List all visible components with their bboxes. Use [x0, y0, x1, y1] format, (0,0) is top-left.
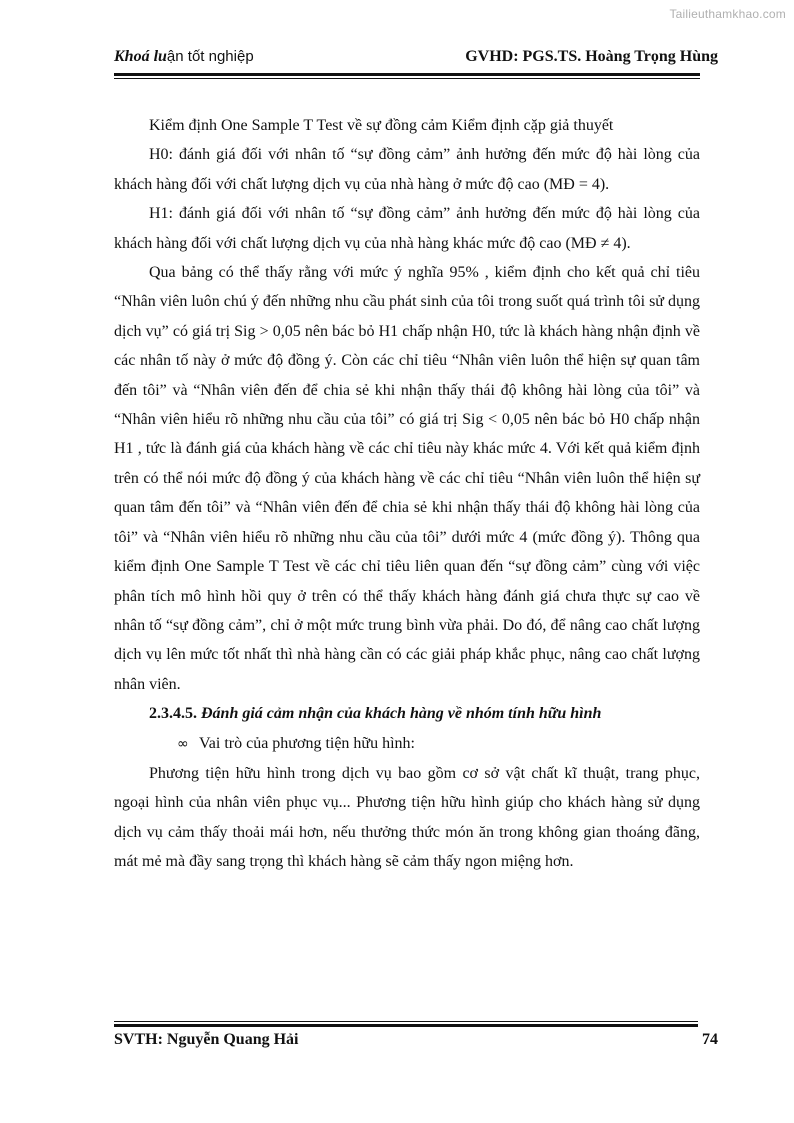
header-thesis-label-part2: ận tốt nghiệp — [166, 48, 254, 65]
page-number: 74 — [702, 1031, 718, 1048]
section-heading-text: Đánh giá cảm nhận của khách hàng về nhóm tính hữu hình — [201, 705, 602, 723]
page-header — [114, 48, 718, 70]
paragraph-tangibles: Phương tiện hữu hình trong dịch vụ bao gồm cơ sở vật chất kĩ thuật, trang phục, ngoại hình của nhân viên phục vụ... Phương tiện hữu hình giúp cho khách hàng sử dụng dịch vụ cảm thấy thoải mái hơn, nếu thưởng thức món ăn trong không gian thoáng đãng, mát mẻ mà đầy sang trọng thì khách hàng sẽ cảm thấy ngon miệng hơn. — [114, 764, 700, 871]
watermark: Tailieuthamkhao.com — [669, 7, 786, 21]
section-heading — [114, 699, 700, 728]
infinity-bullet-icon: ∞ — [177, 735, 189, 752]
header-thesis-label-part1: Khoá lu — [114, 48, 167, 65]
header-rule-thin — [114, 78, 700, 79]
bullet-item-text: Vai trò của phương tiện hữu hình: — [199, 734, 415, 752]
header-thesis-label — [114, 48, 254, 66]
footer-rule-thin — [114, 1021, 698, 1022]
paragraph-h0: H0: đánh giá đối với nhân tố “sự đồng cảm” ảnh hưởng đến mức độ hài lòng của khách hàng đối với chất lượng dịch vụ của nhà hàng ở mức độ cao (MĐ = 4). — [114, 146, 700, 193]
page-footer — [114, 1031, 718, 1053]
paragraph-analysis: Qua bảng có thể thấy rằng với mức ý nghĩa 95% , kiểm định cho kết quả chỉ tiêu “Nhân viên luôn chú ý đến những nhu cầu phát sinh của tôi trong suốt quá trình tôi sử dụng dịch vụ” có giá trị Sig > 0,05 nên bác bỏ H1 chấp nhận H0, tức là khách hàng nhận định về các nhân tố này ở mức độ đồng ý. Còn các chỉ tiêu “Nhân viên luôn thể hiện sự quan tâm đến tôi” và “Nhân viên đến để chia sẻ khi nhận thấy thái độ không hài lòng của tôi” và “Nhân viên hiểu rõ những nhu cầu của tôi” có giá trị Sig < 0,05 nên bác bỏ H0 chấp nhận H1 , tức là đánh giá của khách hàng về các chỉ tiêu này khác mức 4. Với kết quả kiểm định trên có thể nói mức độ đồng ý của khách hàng về các chỉ tiêu “Nhân viên luôn thể hiện sự quan tâm đến tôi” và “Nhân viên đến để chia sẻ khi nhận thấy thái độ không hài lòng của tôi” và “Nhân viên hiểu rõ những nhu cầu của tôi” dưới mức 4 (mức đồng ý). Thông qua kiểm định One Sample T Test về các chỉ tiêu liên quan đến “sự đồng cảm” cùng với việc phân tích mô hình hồi quy ở trên có thể thấy khách hàng đánh giá chưa thực sự cao về nhân tố “sự đồng cảm”, chỉ ở một mức trung bình vừa phải. Do đó, để nâng cao chất lượng dịch vụ lên mức tốt nhất thì nhà hàng cần có các giải pháp khắc phục, nâng cao chất lượng nhân viên. — [114, 264, 700, 693]
footer-student: SVTH: Nguyễn Quang Hải — [114, 1031, 299, 1048]
paragraph-test-intro: Kiểm định One Sample T Test về sự đồng cảm Kiểm định cặp giả thuyết — [149, 117, 614, 134]
header-advisor: GVHD: PGS.TS. Hoàng Trọng Hùng — [465, 48, 718, 65]
page-body — [114, 111, 700, 877]
section-heading-number: 2.3.4.5. — [149, 705, 197, 723]
header-rule-thick — [114, 73, 700, 76]
bullet-item — [114, 729, 700, 759]
footer-rule-thick — [114, 1024, 698, 1027]
paragraph-h1: H1: đánh giá đối với nhân tố “sự đồng cảm” ảnh hưởng đến mức độ hài lòng của khách hàng đối với chất lượng dịch vụ của nhà hàng khác mức độ cao (MĐ ≠ 4). — [114, 205, 700, 252]
